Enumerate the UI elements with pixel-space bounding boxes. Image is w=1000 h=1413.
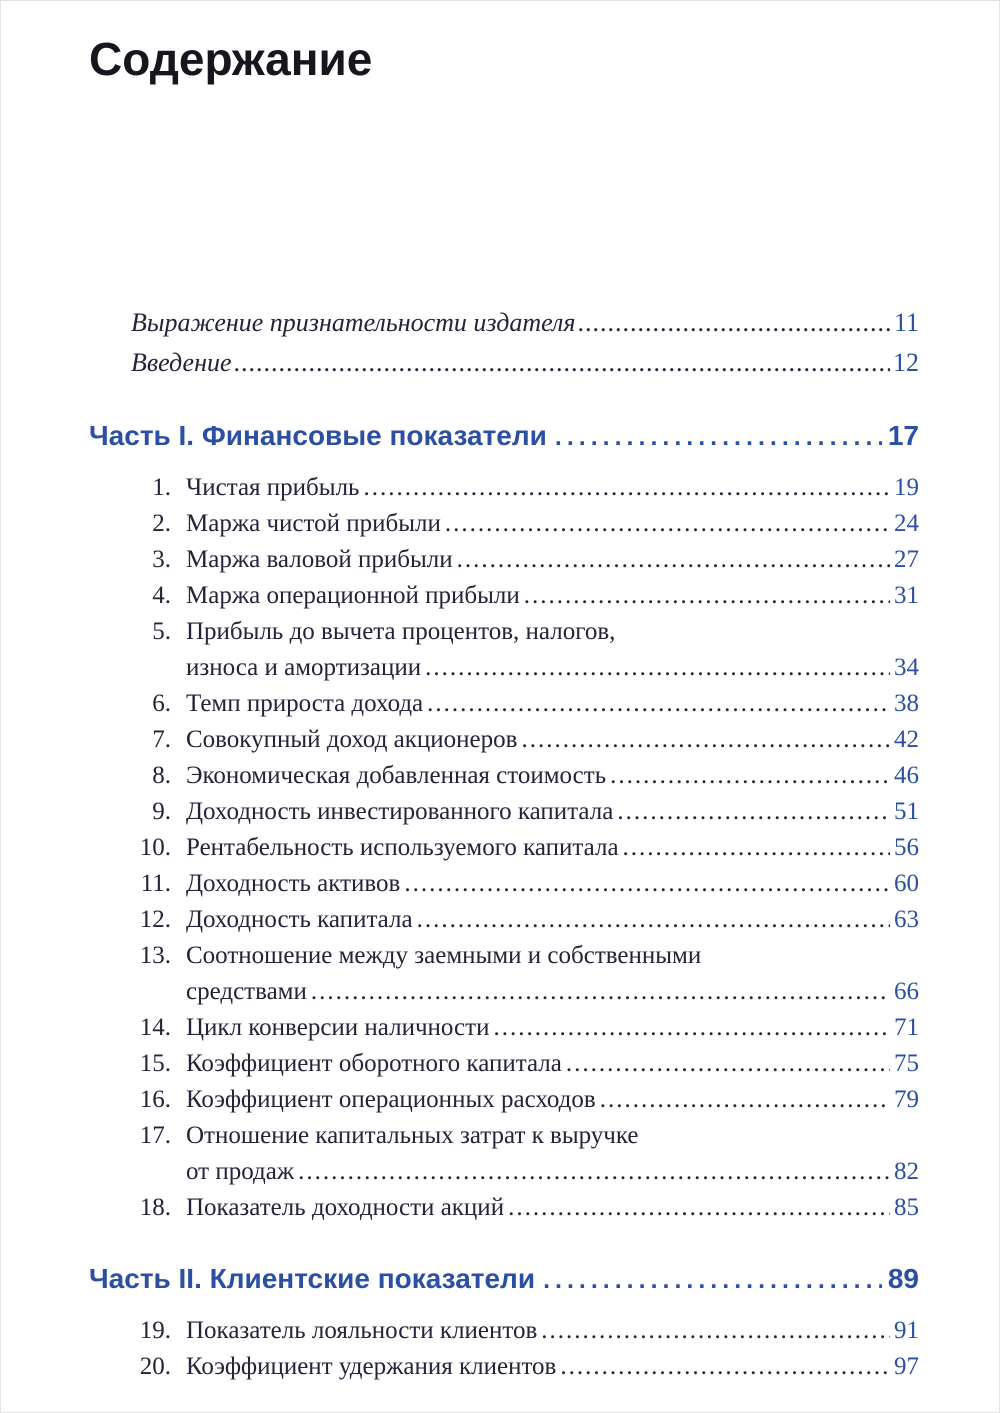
toc-item-number: 10.: [139, 834, 171, 862]
toc-item-number: 4.: [152, 582, 171, 610]
toc-item: [123, 758, 919, 794]
toc-dots-leader: [445, 506, 890, 542]
toc-page-number: 63: [894, 906, 919, 934]
toc-front-row: [131, 343, 919, 383]
toc-item-label: Доходность инвестированного капитала: [186, 798, 614, 826]
toc-item: [123, 542, 919, 578]
toc-item-number: 18.: [139, 1194, 171, 1222]
toc-item-line: [123, 1154, 919, 1190]
toc-page-number: 97: [894, 1353, 919, 1381]
toc-item-line: [123, 722, 919, 758]
toc-item-line: [123, 1118, 919, 1154]
toc-page-number: 66: [894, 978, 919, 1006]
toc-page-number: 82: [894, 1158, 919, 1186]
toc-page-number: 91: [894, 1317, 919, 1345]
toc-item-line: [123, 758, 919, 794]
toc-dots-leader: [417, 902, 890, 938]
toc-dots-leader: [298, 1154, 890, 1190]
toc-dots-leader: [560, 1349, 890, 1385]
toc-dots-leader: [543, 1263, 882, 1297]
toc-dots-leader: [508, 1190, 890, 1226]
toc-item-line: [123, 1313, 919, 1349]
toc-page-number: 11: [893, 308, 919, 338]
toc-item-line: [123, 938, 919, 974]
toc-item-line: [123, 542, 919, 578]
toc-item: [123, 506, 919, 542]
toc-item-number: 16.: [139, 1086, 171, 1114]
toc-item-label: Маржа операционной прибыли: [186, 582, 520, 610]
toc-page-number: 17: [887, 420, 919, 452]
toc-section-2: [89, 1262, 919, 1385]
toc-item-label: Маржа валовой прибыли: [186, 546, 453, 574]
toc-dots-leader: [577, 303, 891, 343]
toc-dots-leader: [541, 1313, 890, 1349]
toc-page-number: 75: [894, 1050, 919, 1078]
toc-item-label: Цикл конверсии наличности: [186, 1014, 490, 1042]
front-matter: [89, 303, 919, 383]
toc-page-number: 56: [894, 834, 919, 862]
toc-item-label: Отношение капитальных затрат к выручке: [186, 1122, 639, 1150]
toc-item-number: 17.: [139, 1122, 171, 1150]
toc-dots-leader: [610, 758, 890, 794]
toc-page-number: 12: [893, 348, 919, 378]
toc-page-number: 71: [894, 1014, 919, 1042]
toc-dots-leader: [363, 470, 890, 506]
toc-item-label: Показатель доходности акций: [186, 1194, 505, 1222]
toc-item-label: износа и амортизации: [186, 654, 422, 682]
toc-item: [123, 866, 919, 902]
toc-item-label: Прибыль до вычета процентов, налогов,: [186, 618, 616, 646]
toc-item-label: Соотношение между заемными и собственными: [186, 942, 702, 970]
toc-item-number: 12.: [139, 906, 171, 934]
toc-item: [123, 1046, 919, 1082]
toc-item: [123, 830, 919, 866]
toc-item-line: [123, 866, 919, 902]
toc-item-label: от продаж: [186, 1158, 295, 1186]
toc-item: [123, 722, 919, 758]
toc-item-number: 13.: [139, 942, 171, 970]
toc-item-line: [123, 470, 919, 506]
toc-item-number: 8.: [152, 762, 171, 790]
toc-item: [123, 1082, 919, 1118]
toc-page-number: 27: [894, 546, 919, 574]
toc-item-line: [123, 1349, 919, 1385]
toc-item-label: Совокупный доход акционеров: [186, 726, 518, 754]
toc-page-number: 34: [894, 654, 919, 682]
toc-item-line: [123, 902, 919, 938]
toc-item-number: 20.: [139, 1353, 171, 1381]
toc-dots-leader: [427, 686, 890, 722]
toc-entry-label: Выражение признательности издателя: [131, 308, 576, 338]
toc-item: [123, 1349, 919, 1385]
toc-item: [123, 902, 919, 938]
toc-dots-leader: [234, 343, 890, 383]
toc-item-label: Рентабельность используемого капитала: [186, 834, 619, 862]
toc-item-number: 6.: [152, 690, 171, 718]
toc-item-line: [123, 794, 919, 830]
toc-dots-leader: [617, 794, 890, 830]
toc-dots-leader: [404, 866, 890, 902]
toc-item-label: Коэффициент удержания клиентов: [186, 1353, 557, 1381]
toc-item-label: Темп прироста дохода: [186, 690, 424, 718]
toc-item-line: [123, 974, 919, 1010]
toc-page-number: 60: [894, 870, 919, 898]
toc-item: [123, 578, 919, 614]
toc-item-line: [123, 578, 919, 614]
page-title: Содержание: [89, 33, 373, 85]
toc-item-label: Экономическая добавленная стоимость: [186, 762, 607, 790]
toc-item-label: Доходность активов: [186, 870, 401, 898]
toc-item-label: Маржа чистой прибыли: [186, 510, 441, 538]
toc-front-row: [131, 303, 919, 343]
toc-item-line: [123, 830, 919, 866]
toc-item-label: Коэффициент операционных расходов: [186, 1086, 596, 1114]
toc-item-line: [123, 1046, 919, 1082]
toc-item: [123, 1190, 919, 1226]
toc-item: [123, 938, 919, 1010]
toc-item: [123, 1118, 919, 1190]
toc-dots-leader: [425, 650, 890, 686]
toc-page-number: 19: [894, 474, 919, 502]
toc-item-line: [123, 686, 919, 722]
toc-item-number: 5.: [152, 618, 171, 646]
toc-item-line: [123, 1190, 919, 1226]
toc-item-line: [123, 614, 919, 650]
toc-dots-leader: [623, 830, 890, 866]
section-items: [89, 470, 919, 1226]
toc-item: [123, 470, 919, 506]
toc-page-number: 42: [894, 726, 919, 754]
toc-sections: [89, 419, 919, 1385]
toc-item-number: 14.: [139, 1014, 171, 1042]
toc-item-label: Показатель лояльности клиентов: [186, 1317, 538, 1345]
toc-item-number: 2.: [152, 510, 171, 538]
section-items: [89, 1313, 919, 1385]
section-heading-row: [89, 419, 919, 454]
toc-page-number: 46: [894, 762, 919, 790]
section-heading: Часть I. Финансовые показатели: [89, 420, 547, 452]
toc-dots-leader: [457, 542, 890, 578]
toc-item-line: [123, 506, 919, 542]
toc-dots-leader: [524, 578, 890, 614]
toc-page-number: 24: [894, 510, 919, 538]
toc-item-number: 1.: [152, 474, 171, 502]
toc-dots-leader: [566, 1046, 890, 1082]
toc-item-number: 7.: [152, 726, 171, 754]
toc-page-number: 89: [887, 1263, 919, 1295]
toc-item: [123, 686, 919, 722]
toc-page-number: 51: [894, 798, 919, 826]
toc-page-number: 85: [894, 1194, 919, 1222]
toc-item-line: [123, 1082, 919, 1118]
toc-item-label: средствами: [186, 978, 307, 1006]
toc-item-number: 9.: [152, 798, 171, 826]
toc-item: [123, 1313, 919, 1349]
toc-page-number: 79: [894, 1086, 919, 1114]
toc-dots-leader: [493, 1010, 890, 1046]
toc-dots-leader: [311, 974, 890, 1010]
toc-entry-label: Введение: [131, 348, 232, 378]
toc-item-line: [123, 1010, 919, 1046]
toc-item-number: 15.: [139, 1050, 171, 1078]
toc-item: [123, 614, 919, 686]
toc-item-label: Коэффициент оборотного капитала: [186, 1050, 562, 1078]
toc-dots-leader: [555, 420, 882, 454]
section-heading-row: [89, 1262, 919, 1297]
toc-page-number: 31: [894, 582, 919, 610]
section-heading: Часть II. Клиентские показатели: [89, 1263, 536, 1295]
toc-item-number: 19.: [139, 1317, 171, 1345]
toc-item-label: Доходность капитала: [186, 906, 413, 934]
toc-page-number: 38: [894, 690, 919, 718]
toc-item-number: 3.: [152, 546, 171, 574]
toc-item-line: [123, 650, 919, 686]
toc-item: [123, 1010, 919, 1046]
toc-item-number: 11.: [140, 870, 171, 898]
toc-section-1: [89, 419, 919, 1226]
toc-dots-leader: [600, 1082, 890, 1118]
toc-item-label: Чистая прибыль: [186, 474, 360, 502]
toc-dots-leader: [521, 722, 890, 758]
toc-item: [123, 794, 919, 830]
